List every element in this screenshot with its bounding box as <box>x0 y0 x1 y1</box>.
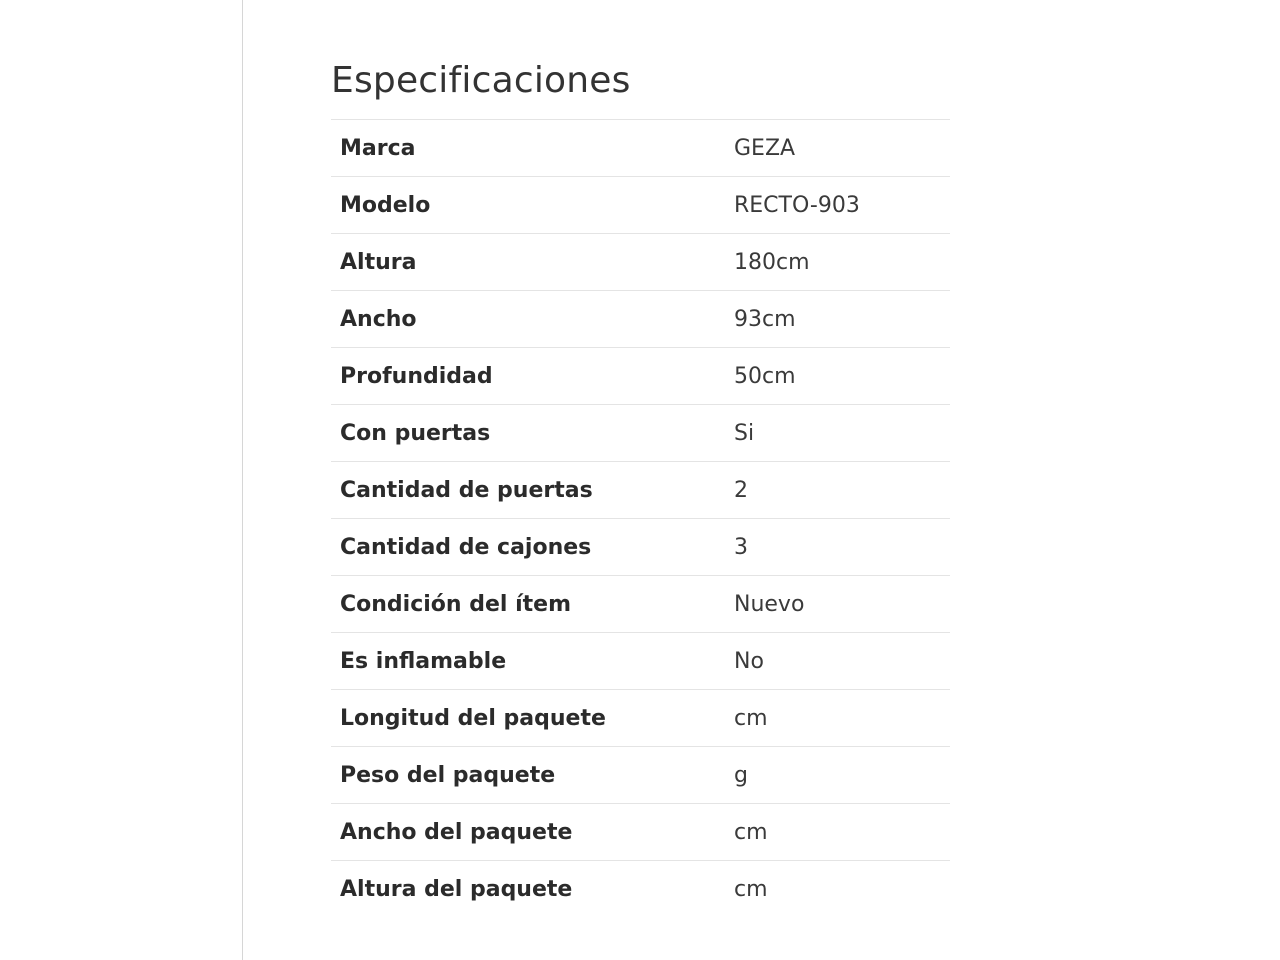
spec-row-marca <box>331 120 950 177</box>
spec-label: Altura del paquete <box>340 876 573 902</box>
spec-value: 50cm <box>734 363 796 389</box>
spec-row-longitud-paquete <box>331 690 950 747</box>
spec-row-peso-paquete <box>331 747 950 804</box>
spec-value: cm <box>734 876 768 902</box>
specifications-title: Especificaciones <box>331 60 631 101</box>
spec-value: cm <box>734 705 768 731</box>
specifications-section <box>331 56 950 917</box>
spec-row-ancho-paquete <box>331 804 950 861</box>
spec-label: Cantidad de puertas <box>340 477 593 503</box>
spec-row-condicion <box>331 576 950 633</box>
spec-value: RECTO-903 <box>734 192 860 218</box>
spec-label: Ancho del paquete <box>340 819 573 845</box>
spec-value: 93cm <box>734 306 796 332</box>
spec-row-cantidad-puertas <box>331 462 950 519</box>
spec-row-altura-paquete <box>331 861 950 917</box>
spec-label: Condición del ítem <box>340 591 571 617</box>
spec-label: Peso del paquete <box>340 762 556 788</box>
spec-value: GEZA <box>734 135 796 161</box>
spec-row-con-puertas <box>331 405 950 462</box>
spec-value: Si <box>734 420 755 446</box>
spec-row-cantidad-cajones <box>331 519 950 576</box>
left-divider <box>242 0 243 960</box>
spec-label: Altura <box>340 249 417 275</box>
spec-value: 2 <box>734 477 748 503</box>
spec-label: Marca <box>340 135 416 161</box>
spec-row-modelo <box>331 177 950 234</box>
spec-label: Ancho <box>340 306 417 332</box>
specifications-table <box>331 119 950 917</box>
spec-value: Nuevo <box>734 591 805 617</box>
spec-value: cm <box>734 819 768 845</box>
spec-value: g <box>734 762 748 788</box>
spec-value: No <box>734 648 764 674</box>
spec-label: Profundidad <box>340 363 493 389</box>
spec-label: Modelo <box>340 192 431 218</box>
spec-row-inflamable <box>331 633 950 690</box>
spec-value: 3 <box>734 534 748 560</box>
spec-label: Es inflamable <box>340 648 507 674</box>
spec-label: Con puertas <box>340 420 491 446</box>
spec-row-profundidad <box>331 348 950 405</box>
spec-label: Longitud del paquete <box>340 705 606 731</box>
spec-value: 180cm <box>734 249 810 275</box>
spec-label: Cantidad de cajones <box>340 534 592 560</box>
spec-row-altura <box>331 234 950 291</box>
spec-row-ancho <box>331 291 950 348</box>
